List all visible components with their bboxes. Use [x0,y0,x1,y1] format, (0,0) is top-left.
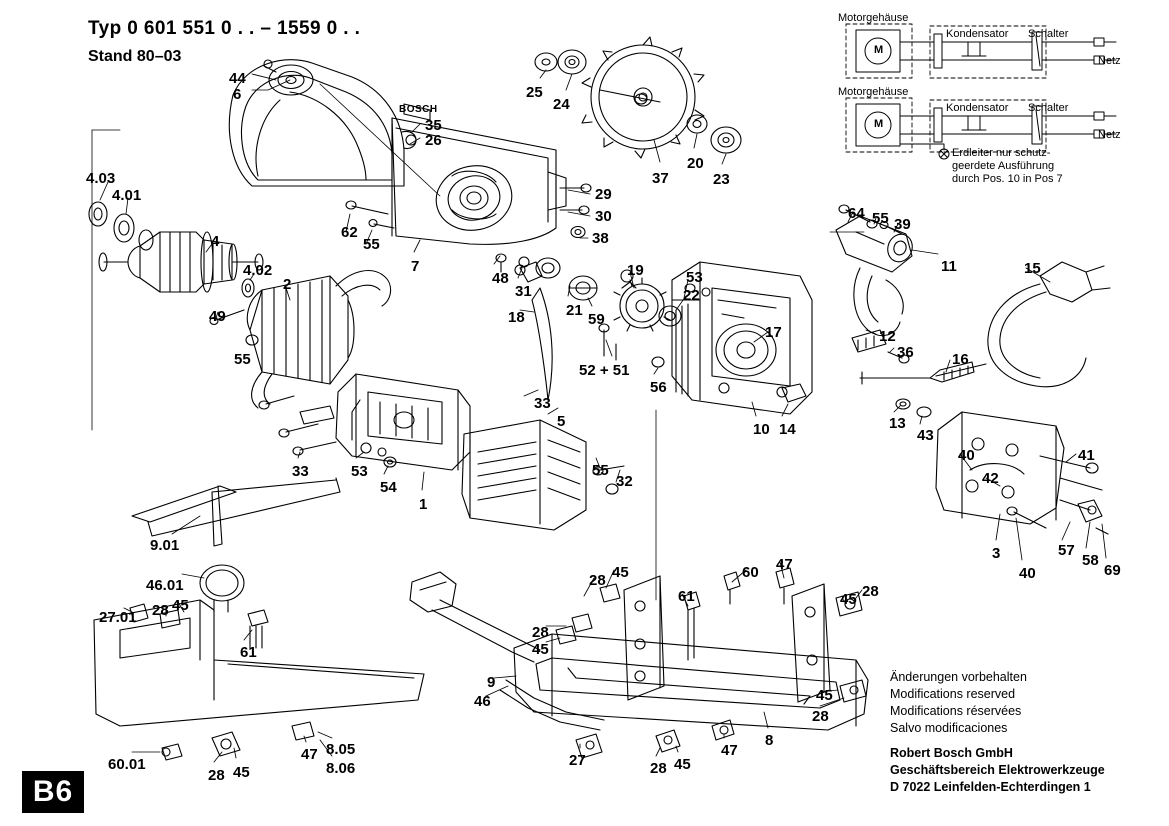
circuit2-capacitor-label: Kondensator [946,102,1009,114]
part-callout: 45 [612,564,629,581]
part-callout: 25 [526,84,543,101]
circuit1-switch-label: Schalter [1028,28,1069,40]
part-callout: 23 [713,171,730,188]
part-callout: 27.01 [99,609,137,626]
part-callout: 8 [765,732,774,749]
part-callout: 46 [474,693,491,710]
part-callout: 48 [492,270,509,287]
part-callout: 46.01 [146,577,184,594]
footer-company-3: D 7022 Leinfelden-Echterdingen 1 [890,780,1091,794]
part-callout: 64 [848,205,865,222]
part-callout: 15 [1024,260,1041,277]
part-callout: 17 [765,324,782,341]
part-callout: 55 [363,236,380,253]
circuit2-mains-label: Netz [1098,129,1121,141]
part-callout: 13 [889,415,906,432]
part-callout: 24 [553,96,570,113]
part-callout: 9.01 [150,537,180,554]
part-callout: 37 [652,170,669,187]
page-badge: B6 [22,771,84,813]
part-callout: 10 [753,421,770,438]
part-callout: 28 [532,624,549,641]
part-callout: 1 [419,496,428,513]
footer-disclaimer-4: Salvo modificaciones [890,721,1008,735]
part-callout: 35 [425,117,442,134]
part-callout: 30 [595,208,612,225]
part-callout: 28 [208,767,225,784]
part-callout: 11 [941,258,957,275]
circuit2-motor-symbol: M [874,118,884,130]
part-callout: 40 [1019,565,1036,582]
part-callout: 33 [292,463,309,480]
part-callout: 53 [686,269,703,286]
part-callout: 47 [776,556,793,573]
part-callout: 45 [233,764,250,781]
part-callout: 28 [812,708,829,725]
circuit-note-line-2: geerdete Ausführung [952,160,1055,172]
circuit1-housing-label: Motorgehäuse [838,12,909,24]
part-callout: 27 [569,752,586,769]
part-callout: 45 [532,641,549,658]
circuit-note-line-3: durch Pos. 10 in Pos 7 [952,173,1063,185]
part-callout: 5 [557,413,566,430]
part-callout: 16 [952,351,969,368]
part-callout: 20 [687,155,704,172]
part-callout: 9 [487,674,496,691]
footer-disclaimer-3: Modifications réservées [890,704,1022,718]
part-callout: 29 [595,186,612,203]
footer-company-2: Geschäftsbereich Elektrowerkzeuge [890,763,1105,777]
part-callout: 36 [897,344,914,361]
part-callout: 54 [380,479,397,496]
part-callout: 8.05 [326,741,356,758]
part-callout: 2 [283,276,292,293]
part-callout: 4.03 [86,170,116,187]
part-callout: 28 [650,760,667,777]
part-callout: 47 [301,746,318,763]
part-callout: 19 [627,262,644,279]
part-callout: 31 [515,283,532,300]
part-callout: 43 [917,427,934,444]
part-callout: 52 + 51 [579,362,630,379]
part-callout: 7 [411,258,420,275]
part-callout: 21 [566,302,583,319]
part-callout: 12 [879,328,896,345]
part-callout: 32 [616,473,633,490]
part-callout: 41 [1078,447,1095,464]
part-callout: 55 [234,351,251,368]
footer-disclaimer-1: Änderungen vorbehalten [890,670,1027,684]
circuit1-capacitor-label: Kondensator [946,28,1009,40]
part-callout: 39 [894,216,911,233]
part-callout: 4.02 [243,262,273,279]
brand-label: BOSCH [399,104,438,115]
part-callout: 45 [172,597,189,614]
part-callout: 22 [683,287,700,304]
part-callout: 40 [958,447,975,464]
part-callout: 45 [840,591,857,608]
part-callout: 60.01 [108,756,146,773]
part-callout: 28 [152,602,169,619]
footer-company-1: Robert Bosch GmbH [890,746,1013,760]
part-callout: 28 [589,572,606,589]
part-callout: 69 [1104,562,1121,579]
circuit-note-line-1: Erdleiter nur schutz- [952,147,1051,159]
part-callout: 60 [742,564,759,581]
circuit1-mains-label: Netz [1098,55,1121,67]
part-callout: 4 [211,233,220,250]
part-callout: 57 [1058,542,1075,559]
part-callout: 45 [674,756,691,773]
part-callout: 33 [534,395,551,412]
part-callout: 38 [592,230,609,247]
circuit2-housing-label: Motorgehäuse [838,86,909,98]
part-callout: 44 [229,70,246,87]
part-callout: 55 [592,462,609,479]
part-callout: 45 [816,687,833,704]
part-callout: 4.01 [112,187,142,204]
part-callout: 26 [425,132,442,149]
part-callout: 62 [341,224,358,241]
part-callout: 47 [721,742,738,759]
page-subtitle: Stand 80–03 [88,48,182,65]
part-callout: 8.06 [326,760,356,777]
part-callout: 59 [588,311,605,328]
part-callout: 61 [240,644,257,661]
footer-disclaimer-2: Modifications reserved [890,687,1016,701]
part-callout: 56 [650,379,667,396]
part-callout: 55 [872,210,889,227]
part-callout: 58 [1082,552,1099,569]
circuit1-motor-symbol: M [874,44,884,56]
part-callout: 61 [678,588,695,605]
circuit2-switch-label: Schalter [1028,102,1069,114]
page-title: Typ 0 601 551 0 . . – 1559 0 . . [88,18,361,39]
part-callout: 14 [779,421,796,438]
part-callout: 6 [233,86,242,103]
part-callout: 18 [508,309,525,326]
part-callout: 42 [982,470,999,487]
part-callout: 53 [351,463,368,480]
part-callout: 49 [209,308,226,325]
part-callout: 28 [862,583,879,600]
part-callout: 3 [992,545,1001,562]
